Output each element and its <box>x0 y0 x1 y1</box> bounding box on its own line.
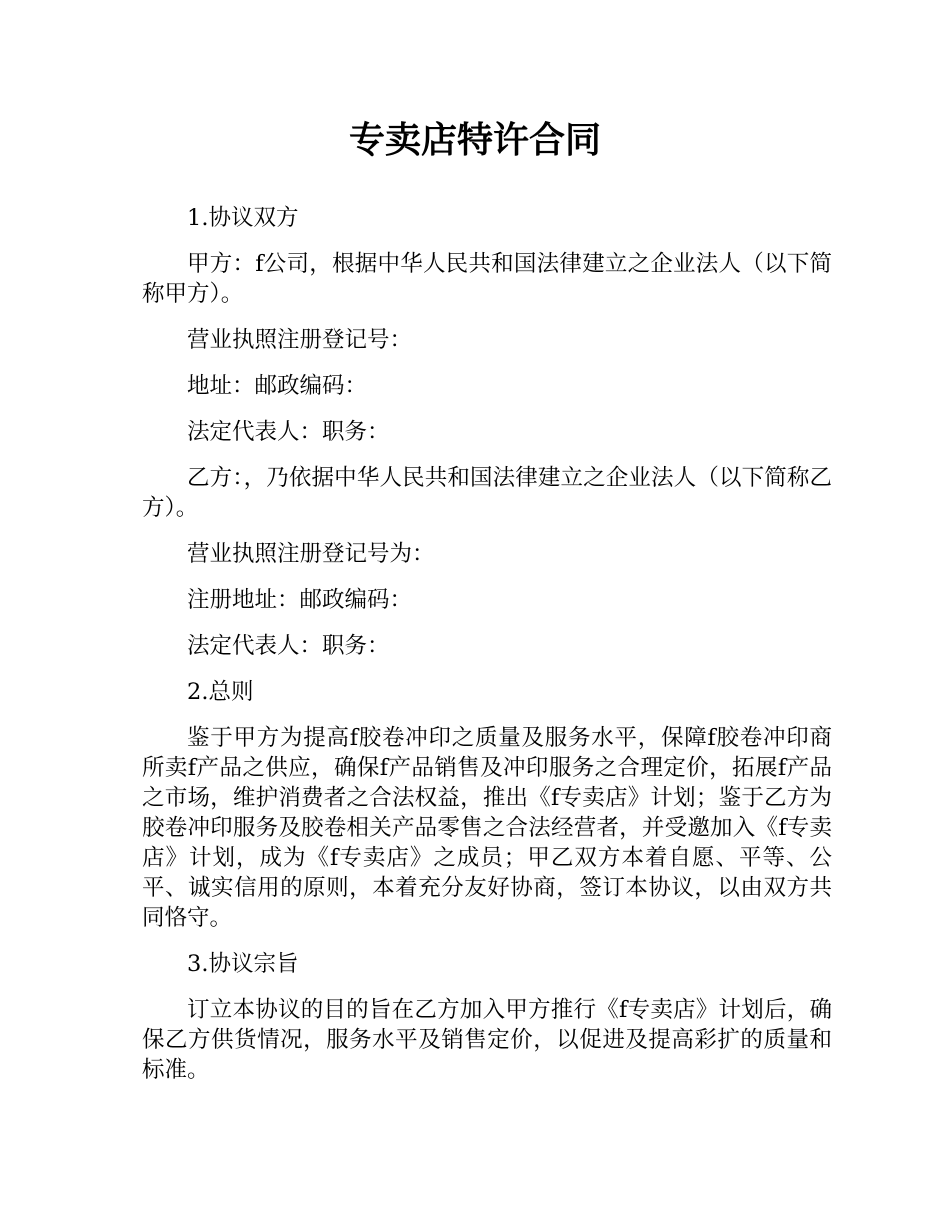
party-a-description: 甲方：f公司，根据中华人民共和国法律建立之企业法人（以下简称甲方）。 <box>142 251 832 307</box>
purpose-clause: 订立本协议的目的旨在乙方加入甲方推行《f专卖店》计划后，确保乙方供货情况，服务水平及销售定价，以促进及提高彩扩的质量和标准。 <box>142 997 832 1083</box>
section-heading-purpose: 3.协议宗旨 <box>187 951 299 977</box>
document-title: 专卖店特许合同 <box>348 120 601 161</box>
party-a-address: 地址：邮政编码： <box>187 373 368 399</box>
party-b-description: 乙方：，乃依据中华人民共和国法律建立之企业法人（以下简称乙方）。 <box>142 465 832 521</box>
general-clause: 鉴于甲方为提高f胶卷冲印之质量及服务水平，保障f胶卷冲印商所卖f产品之供应，确保f产品销售及冲印服务之合理定价，拓展f产品之市场，维护消费者之合法权益，推出《f专卖店》计划；鉴于乙方为胶卷冲印服务及胶卷相关产品零售之合法经营者，并受邀加入《f专卖店》计划，成为《f专卖店》之成员；甲乙双方本着自愿、平等、公平、诚实信用的原则，本着充分友好协商，签订本协议，以由双方共同恪守。 <box>142 725 832 931</box>
party-a-license-number: 营业执照注册登记号： <box>187 327 413 353</box>
party-b-license-number: 营业执照注册登记号为： <box>187 541 435 567</box>
section-heading-general: 2.总则 <box>187 679 254 705</box>
document-body <box>142 203 832 1101</box>
party-a-legal-representative: 法定代表人：职务： <box>187 419 390 445</box>
section-heading-parties: 1.协议双方 <box>187 205 299 231</box>
party-b-legal-representative: 法定代表人：职务： <box>187 633 390 659</box>
party-b-address: 注册地址：邮政编码： <box>187 587 413 613</box>
